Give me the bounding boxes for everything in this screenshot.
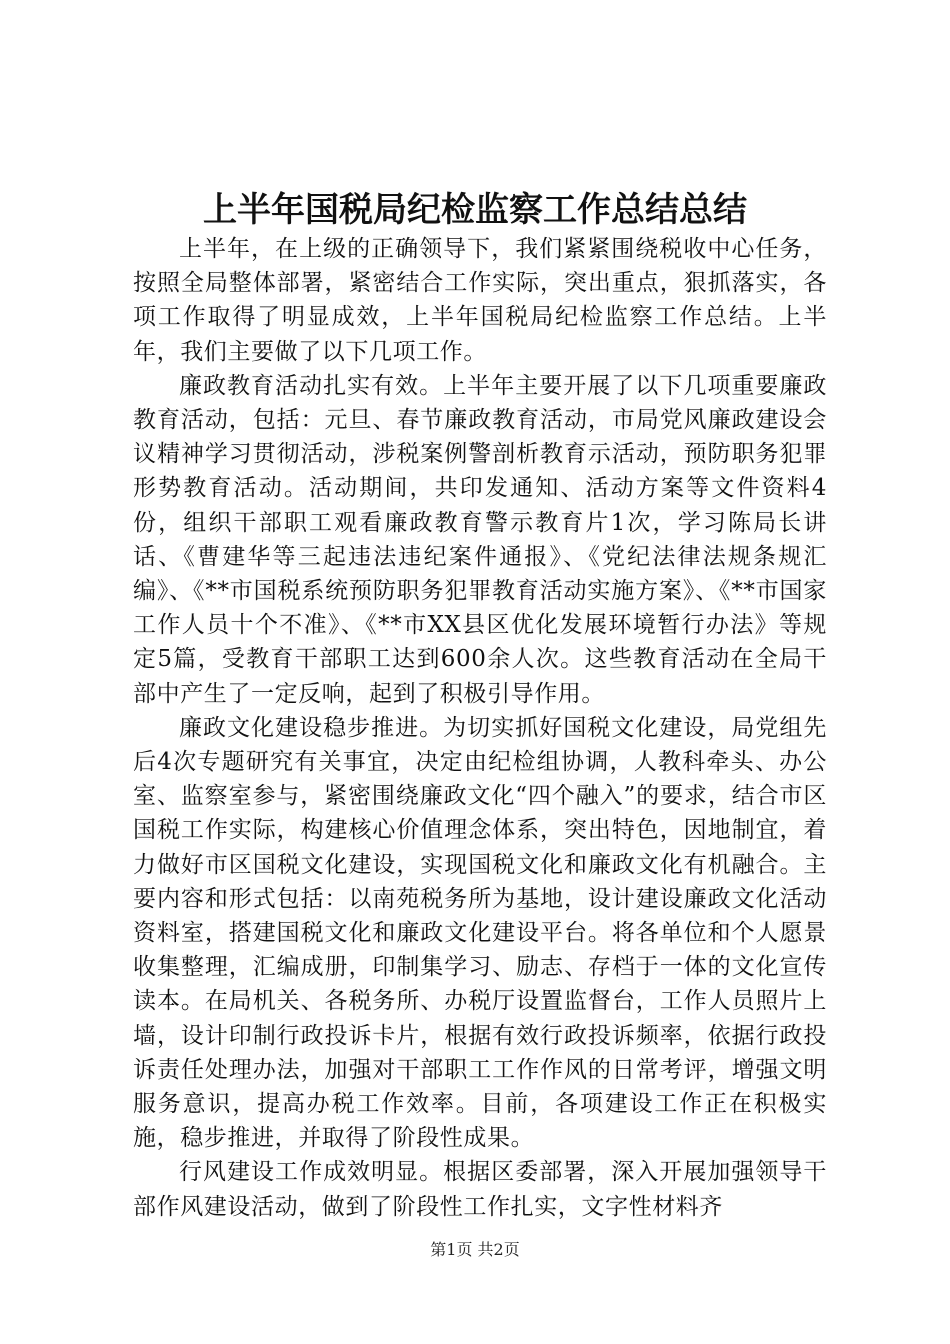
- document-body: [133, 232, 827, 1224]
- paragraph-intro: 上半年，在上级的正确领导下，我们紧紧围绕税收中心任务，按照全局整体部署，紧密结合工作实际，突出重点，狠抓落实，各项工作取得了明显成效，上半年国税局纪检监察工作总结。上半年，我们主要做了以下几项工作。: [133, 236, 827, 365]
- paragraph-integrity-education: 廉政教育活动扎实有效。上半年主要开展了以下几项重要廉政教育活动，包括：元旦、春节廉政教育活动，市局党风廉政建设会议精神学习贯彻活动，涉税案例警剖析教育示活动，预防职务犯罪形势教育活动。活动期间，共印发通知、活动方案等文件资料4份，组织干部职工观看廉政教育警示教育片1次，学习陈局长讲话、《曹建华等三起违法违纪案件通报》、《党纪法律法规条规汇编》、《**市国税系统预防职务犯罪教育活动实施方案》、《**市国家工作人员十个不准》、《**市XX县区优化发展环境暂行办法》等规定5篇，受教育干部职工达到600余人次。这些教育活动在全局干部中产生了一定反响，起到了积极引导作用。: [133, 372, 827, 707]
- document-title: 上半年国税局纪检监察工作总结总结: [203, 190, 747, 230]
- paragraph-integrity-culture: 廉政文化建设稳步推进。为切实抓好国税文化建设，局党组先后4次专题研究有关事宜，决定由纪检组协调，人教科牵头、办公室、监察室参与，紧密围绕廉政文化“四个融入”的要求，结合市区国税工作实际，构建核心价值理念体系，突出特色，因地制宜，着力做好市区国税文化建设，实现国税文化和廉政文化有机融合。主要内容和形式包括：以南苑税务所为基地，设计建设廉政文化活动资料室，搭建国税文化和廉政文化建设平台。将各单位和个人愿景收集整理，汇编成册，印制集学习、励志、存档于一体的文化宣传读本。在局机关、各税务所、办税厅设置监督台，工作人员照片上墙，设计印制行政投诉卡片，根据有效行政投诉频率，依据行政投诉责任处理办法，加强对干部职工工作作风的日常考评，增强文明服务意识，提高办税工作效率。目前，各项建设工作正在积极实施，稳步推进，并取得了阶段性成果。: [133, 714, 827, 1152]
- paragraph-work-style: 行风建设工作成效明显。根据区委部署，深入开展加强领导干部作风建设活动，做到了阶段性工作扎实，文字性材料齐: [133, 1159, 827, 1220]
- page-footer: 第1页 共2页: [430, 1240, 520, 1259]
